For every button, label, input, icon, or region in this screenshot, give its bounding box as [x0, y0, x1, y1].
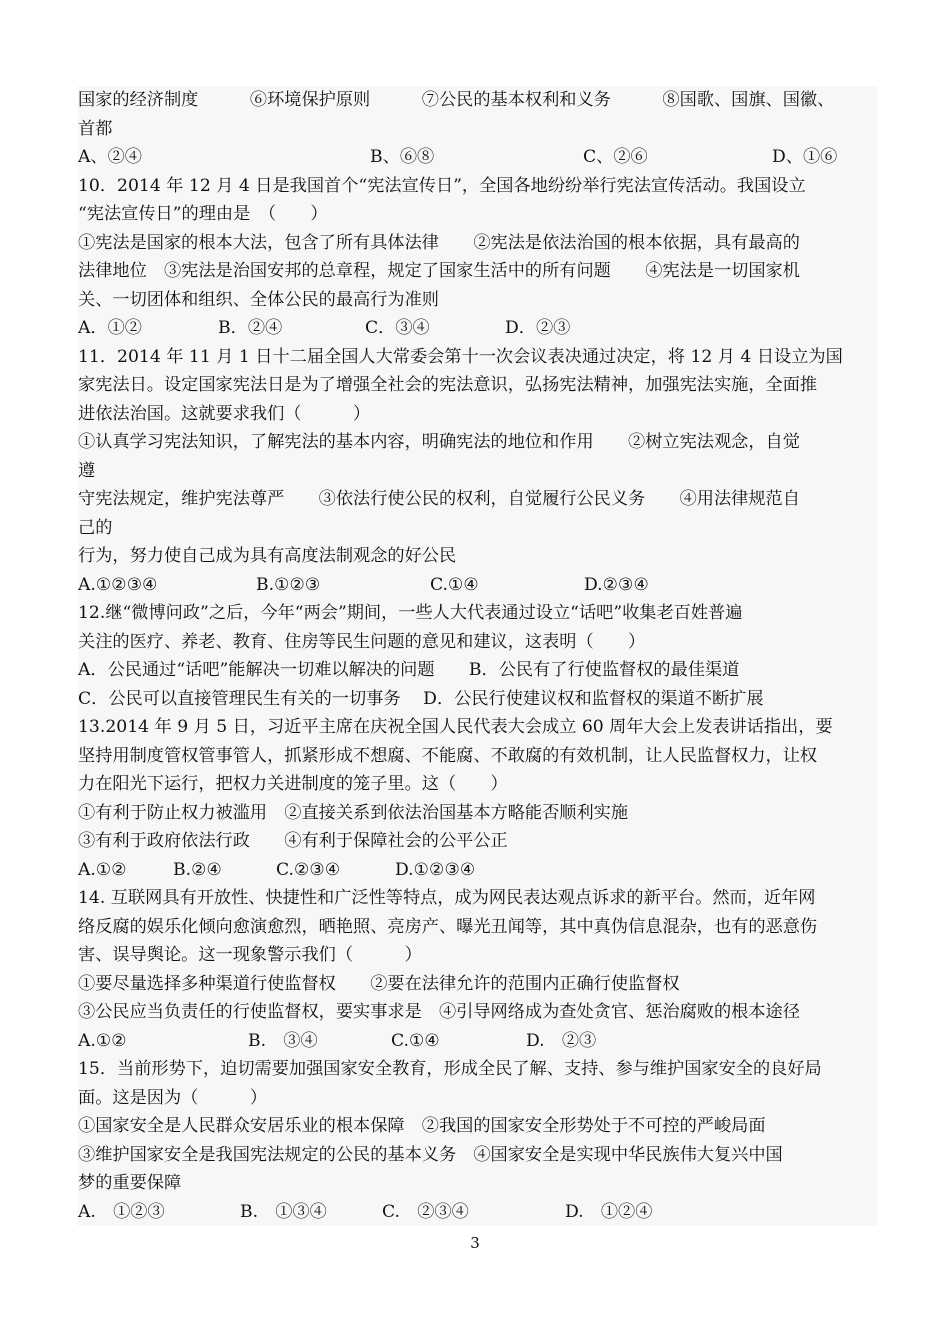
answer-option: C.①④	[391, 1030, 440, 1051]
answer-option: B. ①③④	[240, 1201, 327, 1222]
answer-option: A.①②③④	[78, 574, 158, 595]
text-line: 法律地位 ③宪法是治国安邦的总章程，规定了国家生活中的所有问题 ④宪法是一切国家机	[78, 257, 878, 286]
answer-option: A、②④	[78, 147, 142, 167]
answer-option: A．①②	[78, 318, 142, 338]
text-line: 11．2014 年 11 月 1 日十二届全国人大常委会第十一次会议表决通过决定，将 12 月 4 日设立为国	[78, 343, 878, 372]
text-line: ①有利于防止权力被滥用 ②直接关系到依法治国基本方略能否顺利实施	[78, 799, 878, 828]
text-line: 国家的经济制度 ⑥环境保护原则 ⑦公民的基本权利和义务 ⑧国歌、国旗、国徽、	[78, 86, 878, 115]
text-line: A．公民通过“话吧”能解决一切难以解决的问题 B．公民有了行使监督权的最佳渠道	[78, 656, 878, 685]
text-line: ①宪法是国家的根本大法，包含了所有具体法律 ②宪法是依法治国的根本依据，具有最高的	[78, 229, 878, 258]
answer-option: D. ②③	[526, 1030, 597, 1051]
answer-options	[78, 314, 878, 343]
text-line: C．公民可以直接管理民生有关的一切事务 D．公民行使建议权和监督权的渠道不断扩展	[78, 685, 878, 714]
answer-option: C.①④	[430, 574, 479, 595]
answer-option: C．③④	[365, 318, 430, 338]
text-line: ③公民应当负责任的行使监督权，要实事求是 ④引导网络成为查处贪官、惩治腐败的根本途径	[78, 998, 878, 1027]
text-line: 坚持用制度管权管事管人，抓紧形成不想腐、不能腐、不敢腐的有效机制，让人民监督权力，让权	[78, 742, 878, 771]
text-line: 梦的重要保障	[78, 1169, 878, 1198]
answer-option: A.①②	[78, 859, 127, 880]
text-line: “宪法宣传日”的理由是 （ ）	[78, 200, 878, 229]
text-line: 13.2014 年 9 月 5 日，习近平主席在庆祝全国人民代表大会成立 60 周年大会上发表讲话指出，要	[78, 713, 878, 742]
text-line: 己的	[78, 514, 878, 543]
page-number: 3	[470, 1234, 480, 1252]
text-line: 行为，努力使自己成为具有高度法制观念的好公民	[78, 542, 878, 571]
answer-option: B.①②③	[256, 574, 321, 595]
text-line: 守宪法规定，维护宪法尊严 ③依法行使公民的权利，自觉履行公民义务 ④用法律规范自	[78, 485, 878, 514]
text-line: 遵	[78, 457, 878, 486]
text-line: 络反腐的娱乐化倾向愈演愈烈，晒艳照、亮房产、曝光丑闻等，其中真伪信息混杂，也有的恶意伤	[78, 913, 878, 942]
answer-option: D、①⑥	[772, 147, 838, 167]
answer-options	[78, 143, 878, 172]
answer-options	[78, 1027, 878, 1056]
text-line: 15．当前形势下，迫切需要加强国家安全教育，形成全民了解、支持、参与维护国家安全的良好局	[78, 1055, 878, 1084]
text-line: ①认真学习宪法知识，了解宪法的基本内容，明确宪法的地位和作用 ②树立宪法观念，自觉	[78, 428, 878, 457]
text-line: 害、误导舆论。这一现象警示我们（ ）	[78, 941, 878, 970]
answer-option: A.①②	[78, 1030, 127, 1051]
answer-option: B.②④	[173, 859, 222, 880]
answer-options	[78, 1198, 878, 1227]
answer-option: A. ①②③	[78, 1201, 165, 1222]
answer-option: C、②⑥	[583, 147, 648, 167]
text-line: ③维护国家安全是我国宪法规定的公民的基本义务 ④国家安全是实现中华民族伟大复兴中国	[78, 1141, 878, 1170]
text-line: 家宪法日。设定国家宪法日是为了增强全社会的宪法意识，弘扬宪法精神，加强宪法实施，全面推	[78, 371, 878, 400]
answer-option: B．②④	[218, 318, 283, 338]
text-line: 12.继“微博问政”之后，今年“两会”期间，一些人大代表通过设立“话吧”收集老百姓普遍	[78, 599, 878, 628]
answer-options	[78, 856, 878, 885]
answer-option: C. ②③④	[382, 1201, 469, 1222]
answer-option: B. ③④	[248, 1030, 318, 1051]
text-line: 关、一切团体和组织、全体公民的最高行为准则	[78, 286, 878, 315]
text-line: ①要尽量选择多种渠道行使监督权 ②要在法律允许的范围内正确行使监督权	[78, 970, 878, 999]
answer-option: B、⑥⑧	[370, 147, 435, 167]
text-line: 关注的医疗、养老、教育、住房等民生问题的意见和建议，这表明（ ）	[78, 628, 878, 657]
text-line: 力在阳光下运行，把权力关进制度的笼子里。这（ ）	[78, 770, 878, 799]
text-line: ③有利于政府依法行政 ④有利于保障社会的公平公正	[78, 827, 878, 856]
text-line: 10．2014 年 12 月 4 日是我国首个“宪法宣传日”，全国各地纷纷举行宪法宣传活动。我国设立	[78, 172, 878, 201]
answer-options	[78, 571, 878, 600]
text-line: 14. 互联网具有开放性、快捷性和广泛性等特点，成为网民表达观点诉求的新平台。然而，近年网	[78, 884, 878, 913]
question-text	[78, 86, 878, 1226]
answer-option: C.②③④	[276, 859, 341, 880]
answer-option: D. ①②④	[565, 1201, 653, 1222]
answer-option: D．②③	[505, 318, 571, 338]
answer-option: D.②③④	[584, 574, 649, 595]
answer-option: D.①②③④	[395, 859, 476, 880]
text-line: ①国家安全是人民群众安居乐业的根本保障 ②我国的国家安全形势处于不可控的严峻局面	[78, 1112, 878, 1141]
text-line: 首都	[78, 115, 878, 144]
text-line: 面。这是因为（ ）	[78, 1084, 878, 1113]
text-line: 进依法治国。这就要求我们（ ）	[78, 400, 878, 429]
